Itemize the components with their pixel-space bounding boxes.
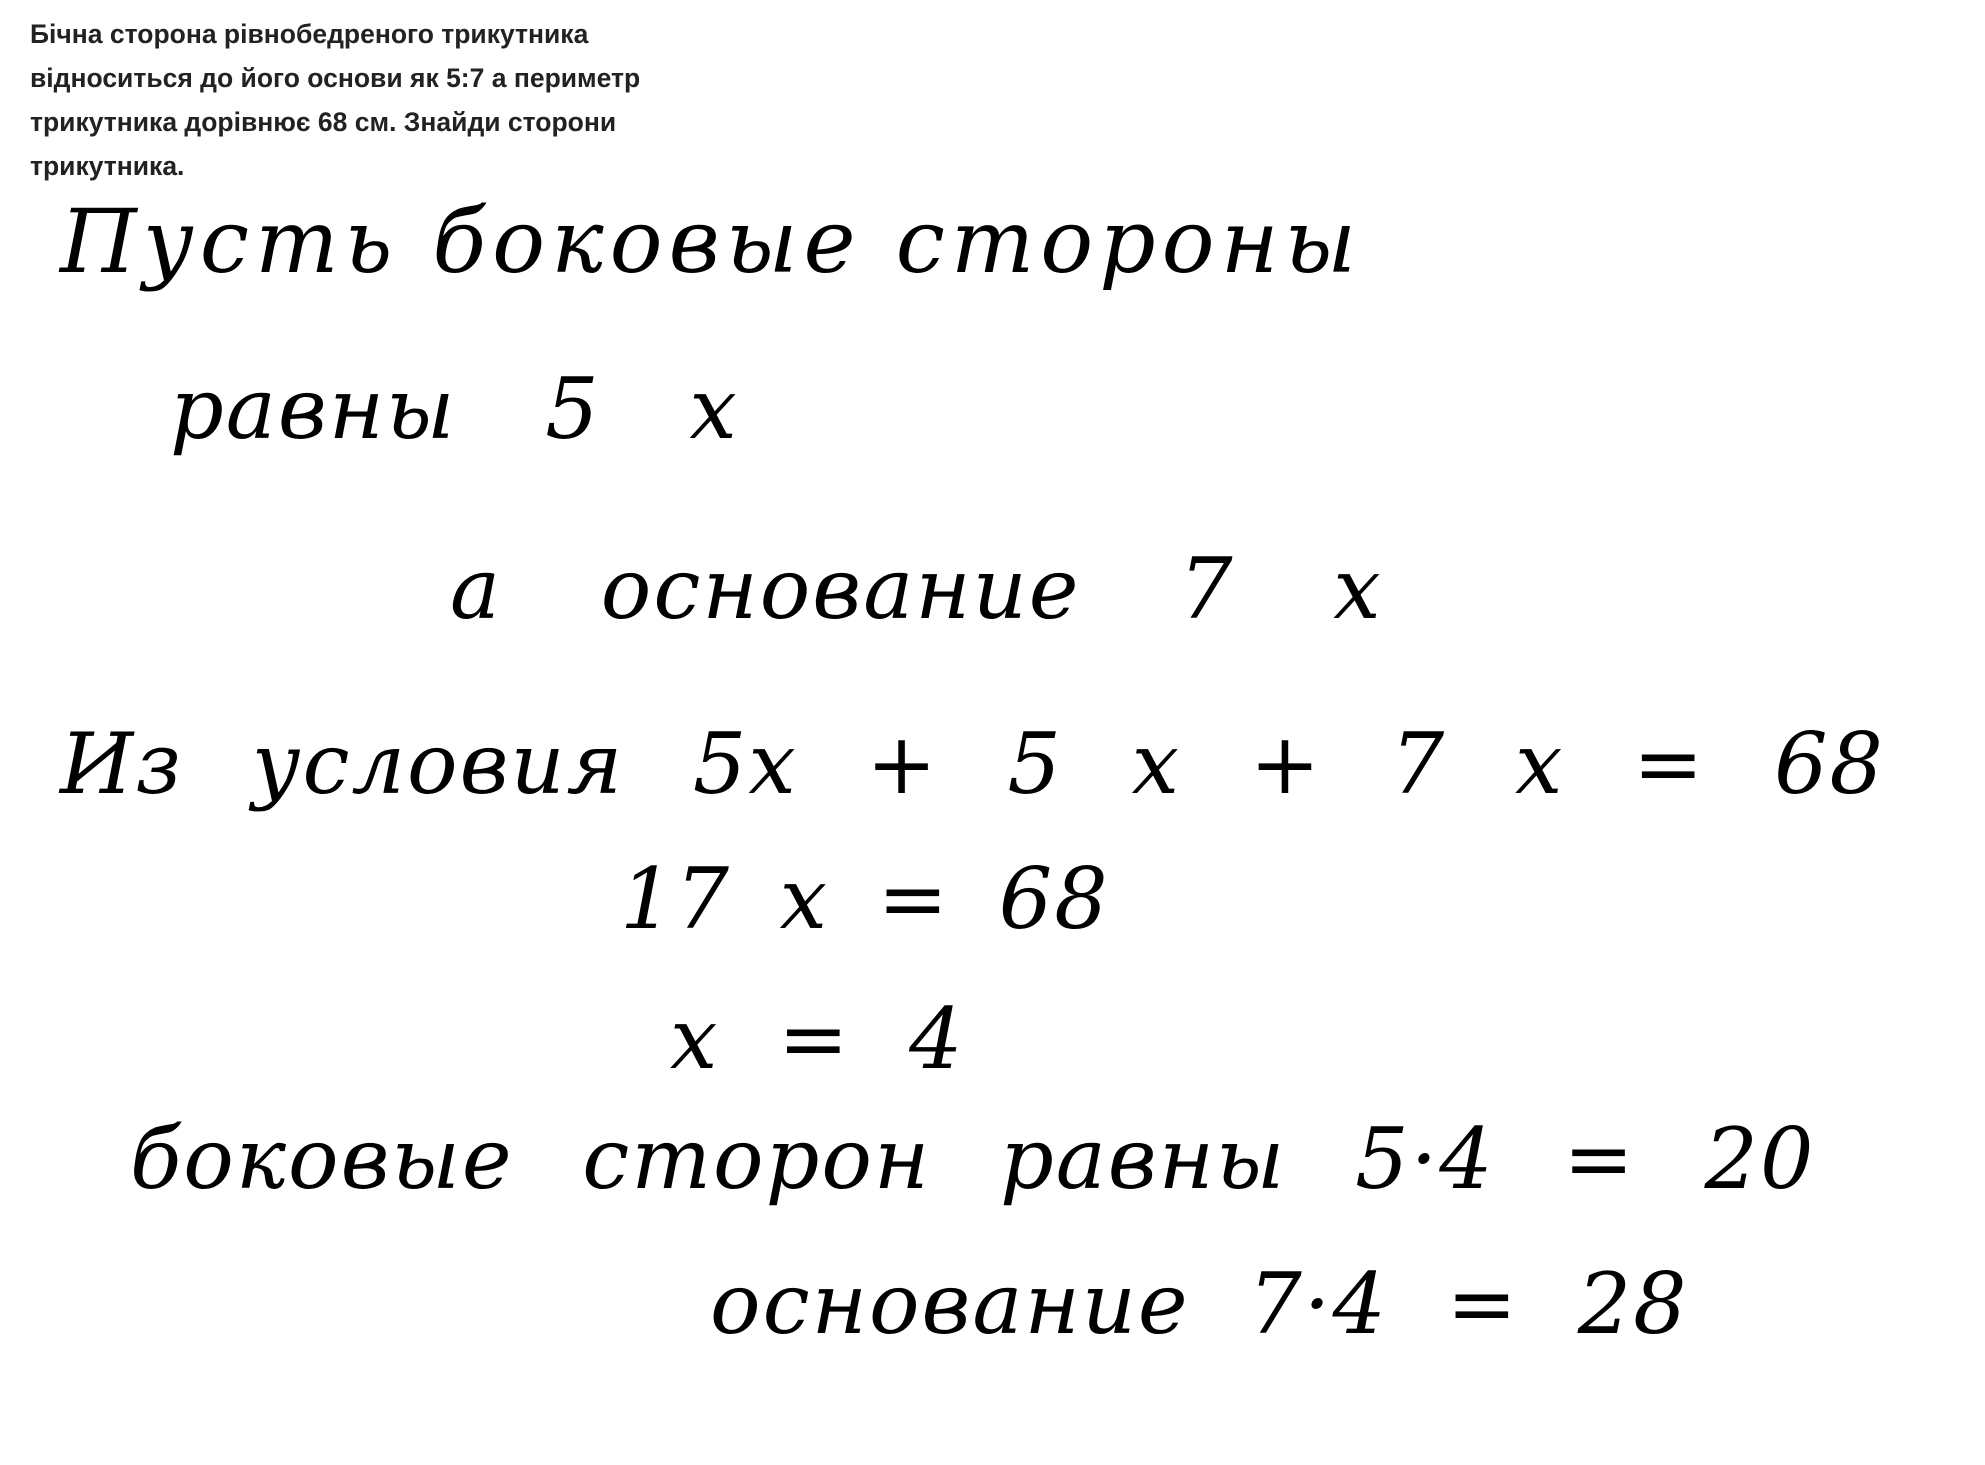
solution-line: 17 x = 68 (620, 850, 1110, 948)
solution-line: боковые сторон равны 5·4 = 20 (130, 1110, 1816, 1208)
solution-line: Пусть боковые стороны (60, 190, 1363, 293)
solution-line: а основание 7 x (450, 540, 1383, 638)
solution-line: основание 7·4 = 28 (710, 1255, 1689, 1353)
solution-line: x = 4 (670, 990, 965, 1088)
solution-line: Из условия 5x + 5 x + 7 x = 68 (60, 715, 1885, 813)
solution-line: равны 5 x (170, 360, 739, 458)
problem-statement: Бічна сторона рівнобедреного трикутника відноситься до його основи як 5:7 а периметр трикутника дорівнює 68 см. Знайди сторони трикутника. (30, 19, 641, 181)
